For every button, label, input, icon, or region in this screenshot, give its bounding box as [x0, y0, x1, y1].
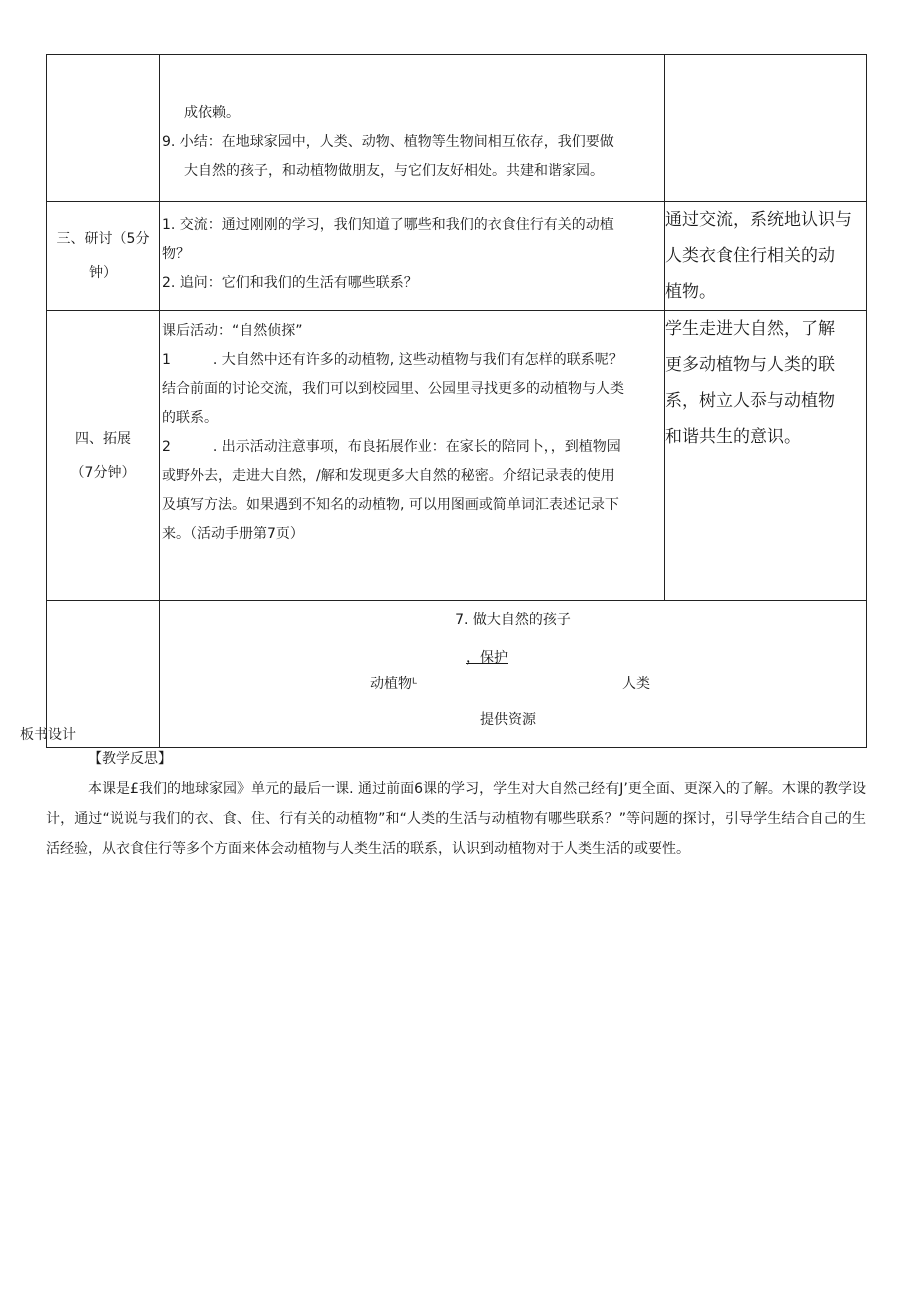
board-animals-label: 动植物ᴸ: [370, 676, 417, 692]
lesson-plan-table: [46, 54, 867, 748]
content-line: 2 . 出示活动注意事项，布良拓展作业：在家长的陪同卜，，到植物园: [162, 439, 621, 455]
continuation-content-cell: [160, 55, 665, 202]
content-line: 的联系。: [162, 410, 218, 426]
extension-row: [47, 311, 867, 601]
board-resources-label: 提供资源: [480, 712, 536, 728]
content-line: 2. 追问：它们和我们的生活有哪些联系？: [162, 275, 418, 291]
intent-line: 植物。: [665, 282, 716, 302]
stage-label: 钟）: [89, 265, 117, 281]
content-line: 课后活动：“自然侦探”: [162, 323, 303, 339]
intent-cell-empty: [665, 55, 867, 202]
content-line: 来。（活动手册第7页）: [162, 526, 304, 542]
board-humans-label: 人类: [622, 676, 650, 692]
board-design-cell: [160, 601, 867, 748]
stage-cell-empty: [47, 55, 160, 202]
intent-line: 和谐共生的意识。: [665, 427, 801, 447]
reflection-heading: 【教学反思】: [88, 751, 172, 767]
content-line: 大自然的孩子，和动植物做朋友，与它们友好相处。共建和谐家园。: [184, 163, 604, 179]
intent-line: 更多动植物与人类的联: [665, 355, 835, 375]
intent-line: 通过交流，系统地认识与: [665, 210, 852, 230]
content-line: 或野外去，走进大自然，/解和发现更多大自然的秘密。介绍记录表的使用: [162, 468, 615, 484]
content-line: 结合前面的讨论交流，我们可以到校园里、公园里寻找更多的动植物与人类: [162, 381, 624, 397]
stage-label: 三、研讨（5分: [56, 231, 150, 247]
content-line: 1 . 大自然中还有许多的动植物, 这些动植物与我们有怎样的联系呢？: [162, 352, 623, 368]
stage-cell-discussion: [47, 202, 160, 311]
stage-label: 四、拓展: [75, 430, 131, 447]
board-design-row: [47, 601, 867, 748]
content-line: 及填写方法。如果遇到不知名的动植物, 可以用图画或简单词汇表述记录下: [162, 497, 619, 513]
discussion-intent-cell: [665, 202, 867, 311]
intent-line: 人类衣食住行相关的动: [665, 246, 835, 266]
reflection-body: 本课是£我们的地球家园》单元的最后一课. 通过前面6课的学习，学生对大自然己经有J’更全面、更深入的了解。木课的教学设计，通过“说说与我们的衣、食、住、行有关的动植物”和“人类的生活与动植物有哪些联系？”等问题的探讨，引导学生结合自己的生活经验，从衣食住行等多个方面来体会动植物与人类生活的联系，认识到动植物对于人类生活的或要性。: [46, 781, 866, 857]
discussion-content-cell: [160, 202, 665, 311]
extension-intent-cell: [665, 311, 867, 601]
intent-line: 学生走进大自然，了解: [665, 319, 835, 339]
continuation-row: [47, 55, 867, 202]
stage-cell-extension: [47, 311, 160, 601]
extension-content-cell: [160, 311, 665, 601]
stage-label: （7分钟）: [70, 464, 136, 481]
content-line: 成依赖。: [184, 105, 240, 121]
discussion-row: [47, 202, 867, 311]
content-line: 1. 交流：通过刚刚的学习，我们知道了哪些和我们的衣食住行有关的动植: [162, 217, 614, 233]
intent-line: 系，树立人忝与动植物: [665, 391, 835, 411]
content-line: 物？: [162, 246, 190, 262]
board-title: 7. 做大自然的孩子: [455, 612, 571, 628]
content-line: 9. 小结：在地球家园中，人类、动物、植物等生物间相互依存，我们要做: [162, 134, 614, 150]
board-design-label: 板书设计: [20, 727, 76, 743]
board-protect-label: ，保护: [466, 650, 508, 666]
